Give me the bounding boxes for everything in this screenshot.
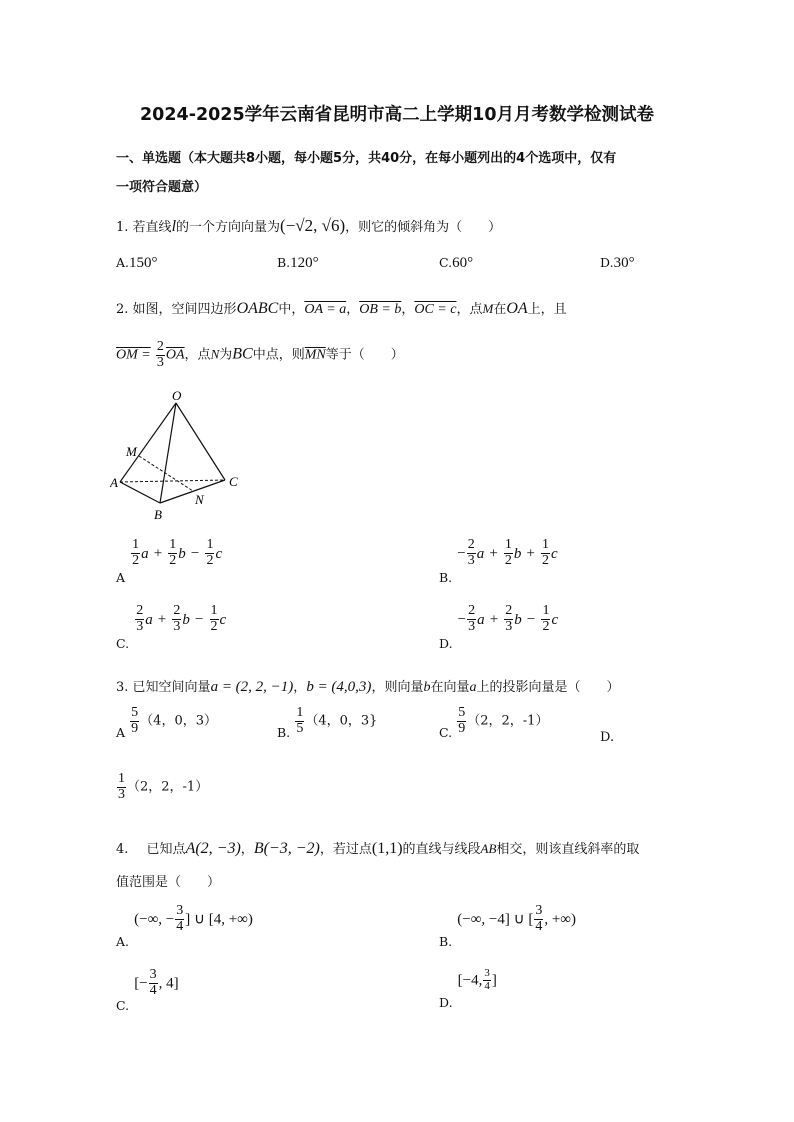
question-4: 4. 已知点A(2, −3)，B(−3, −2)，若过点(1,1)的直线与线段AB相交，则该直线斜率的取: [116, 840, 640, 857]
question-3: 3. 已知空间向量a = (2, 2, −1)，b = (4,0,3)，则向量b在向量a上的投影向量是（ ）: [116, 679, 620, 695]
q1-option-c[interactable]: C.60°: [439, 255, 474, 271]
edge-oa: [120, 403, 176, 482]
segment-mn-dashed: [139, 456, 193, 491]
question-1: [116, 216, 501, 236]
q1-option-d[interactable]: D.30°: [600, 255, 635, 271]
q2-shape: OABC: [236, 300, 279, 317]
q2-fraction: $\frac{2}{3}$: [156, 339, 164, 370]
q1-var-l: l: [171, 218, 177, 235]
q4-point-p: (1,1): [371, 840, 403, 857]
q4-option-c[interactable]: $_{C.}$ [− $\frac{3}{4}$ , 4]: [116, 967, 179, 1013]
q3-option-a[interactable]: A $\frac{5}{9}$ （4，0，3）: [116, 705, 217, 740]
q3-option-d[interactable]: $\frac{1}{3}$ （2，2，-1）: [118, 771, 209, 802]
label-c: C: [229, 474, 238, 489]
q4-line2: 值范围是（ ）: [116, 875, 221, 890]
q3-option-b[interactable]: B. $\frac{1}{5}$ （4，0，3}: [277, 705, 378, 740]
q2-option-a[interactable]: $_A$ $\frac{1}{2}$ a + $\frac{1}{2}$ b − $\frac{1}{2}$ c: [116, 537, 223, 585]
q2-oc: OC = c: [414, 302, 457, 317]
edge-bc: [160, 480, 225, 503]
q2-line2: OM = $\frac{2}{3}$ $\overline{OA}$，点N为BC中点，则$\overline{MN}$等于（ ）: [116, 339, 404, 370]
q1-option-a[interactable]: A.150°: [116, 255, 158, 271]
tetrahedron-figure: [110, 390, 250, 525]
q4-option-b[interactable]: $_{B.}$ (−∞, −4] ∪ [ $\frac{3}{4}$ , +∞): [439, 903, 576, 949]
edge-ab: [120, 482, 160, 503]
label-n: N: [195, 492, 204, 507]
q3-vector-a: a = (2, 2, −1): [210, 679, 294, 695]
question-2: 2. 如图，空间四边形OABC中，OA = a，OB = b，OC = c，点M在OA上，且: [116, 300, 567, 317]
edge-ac-dashed: [120, 480, 225, 482]
q2-ob: OB = b: [359, 302, 402, 317]
q1-text-3: ，则它的倾斜角为（ ）: [345, 220, 502, 235]
section-header-line1: 一、单选题（本大题共8小题，每小题5分，共40分，在每小题列出的4个选项中，仅有: [116, 151, 617, 166]
q3-option-c[interactable]: C. $\frac{5}{9}$ （2，2，-1）: [439, 705, 549, 740]
page-title: 2024-2025学年云南省昆明市高二上学期10月月考数学检测试卷: [139, 105, 655, 125]
q4-option-a[interactable]: $_{A.}$ (−∞, − $\frac{3}{4}$ ] ∪ [4, +∞): [116, 903, 253, 949]
q1-number: 1.: [116, 220, 129, 235]
q2-option-b[interactable]: $_{B.}$ − $\frac{2}{3}$ a + $\frac{1}{2}$ b + $\frac{1}{2}$ c: [439, 537, 558, 585]
label-o: O: [172, 390, 182, 403]
q4-point-b: B(−3, −2): [253, 840, 320, 857]
q2-option-d[interactable]: $_{D.}$ − $\frac{2}{3}$ a + $\frac{2}{3}$ b − $\frac{1}{2}$ c: [439, 603, 559, 651]
label-b: B: [154, 507, 162, 522]
q3-vector-b: b = (4,0,3): [306, 679, 372, 695]
q1-text-2: 的一个方向向量为: [176, 220, 281, 235]
section-header-line2: 一项符合题意）: [116, 180, 208, 195]
q3-option-d-letter[interactable]: D.: [600, 730, 615, 745]
edge-oc: [176, 403, 225, 480]
q1-direction-vector: (−√2, √6): [280, 216, 346, 235]
edge-ob: [160, 403, 176, 503]
q4-point-a: A(2, −3): [185, 840, 241, 857]
q4-option-d[interactable]: $_{D.}$ [−4, $\frac{3}{4}$ ]: [439, 967, 497, 1010]
q2-option-c[interactable]: $_{C.}$ $\frac{2}{3}$ a + $\frac{2}{3}$ b − $\frac{1}{2}$ c: [116, 603, 227, 651]
label-a: A: [110, 475, 118, 490]
label-m: M: [126, 444, 137, 459]
q2-oa: OA = a: [304, 302, 347, 317]
q1-text-1: 若直线: [132, 220, 172, 235]
q1-option-b[interactable]: B.120°: [277, 255, 319, 271]
